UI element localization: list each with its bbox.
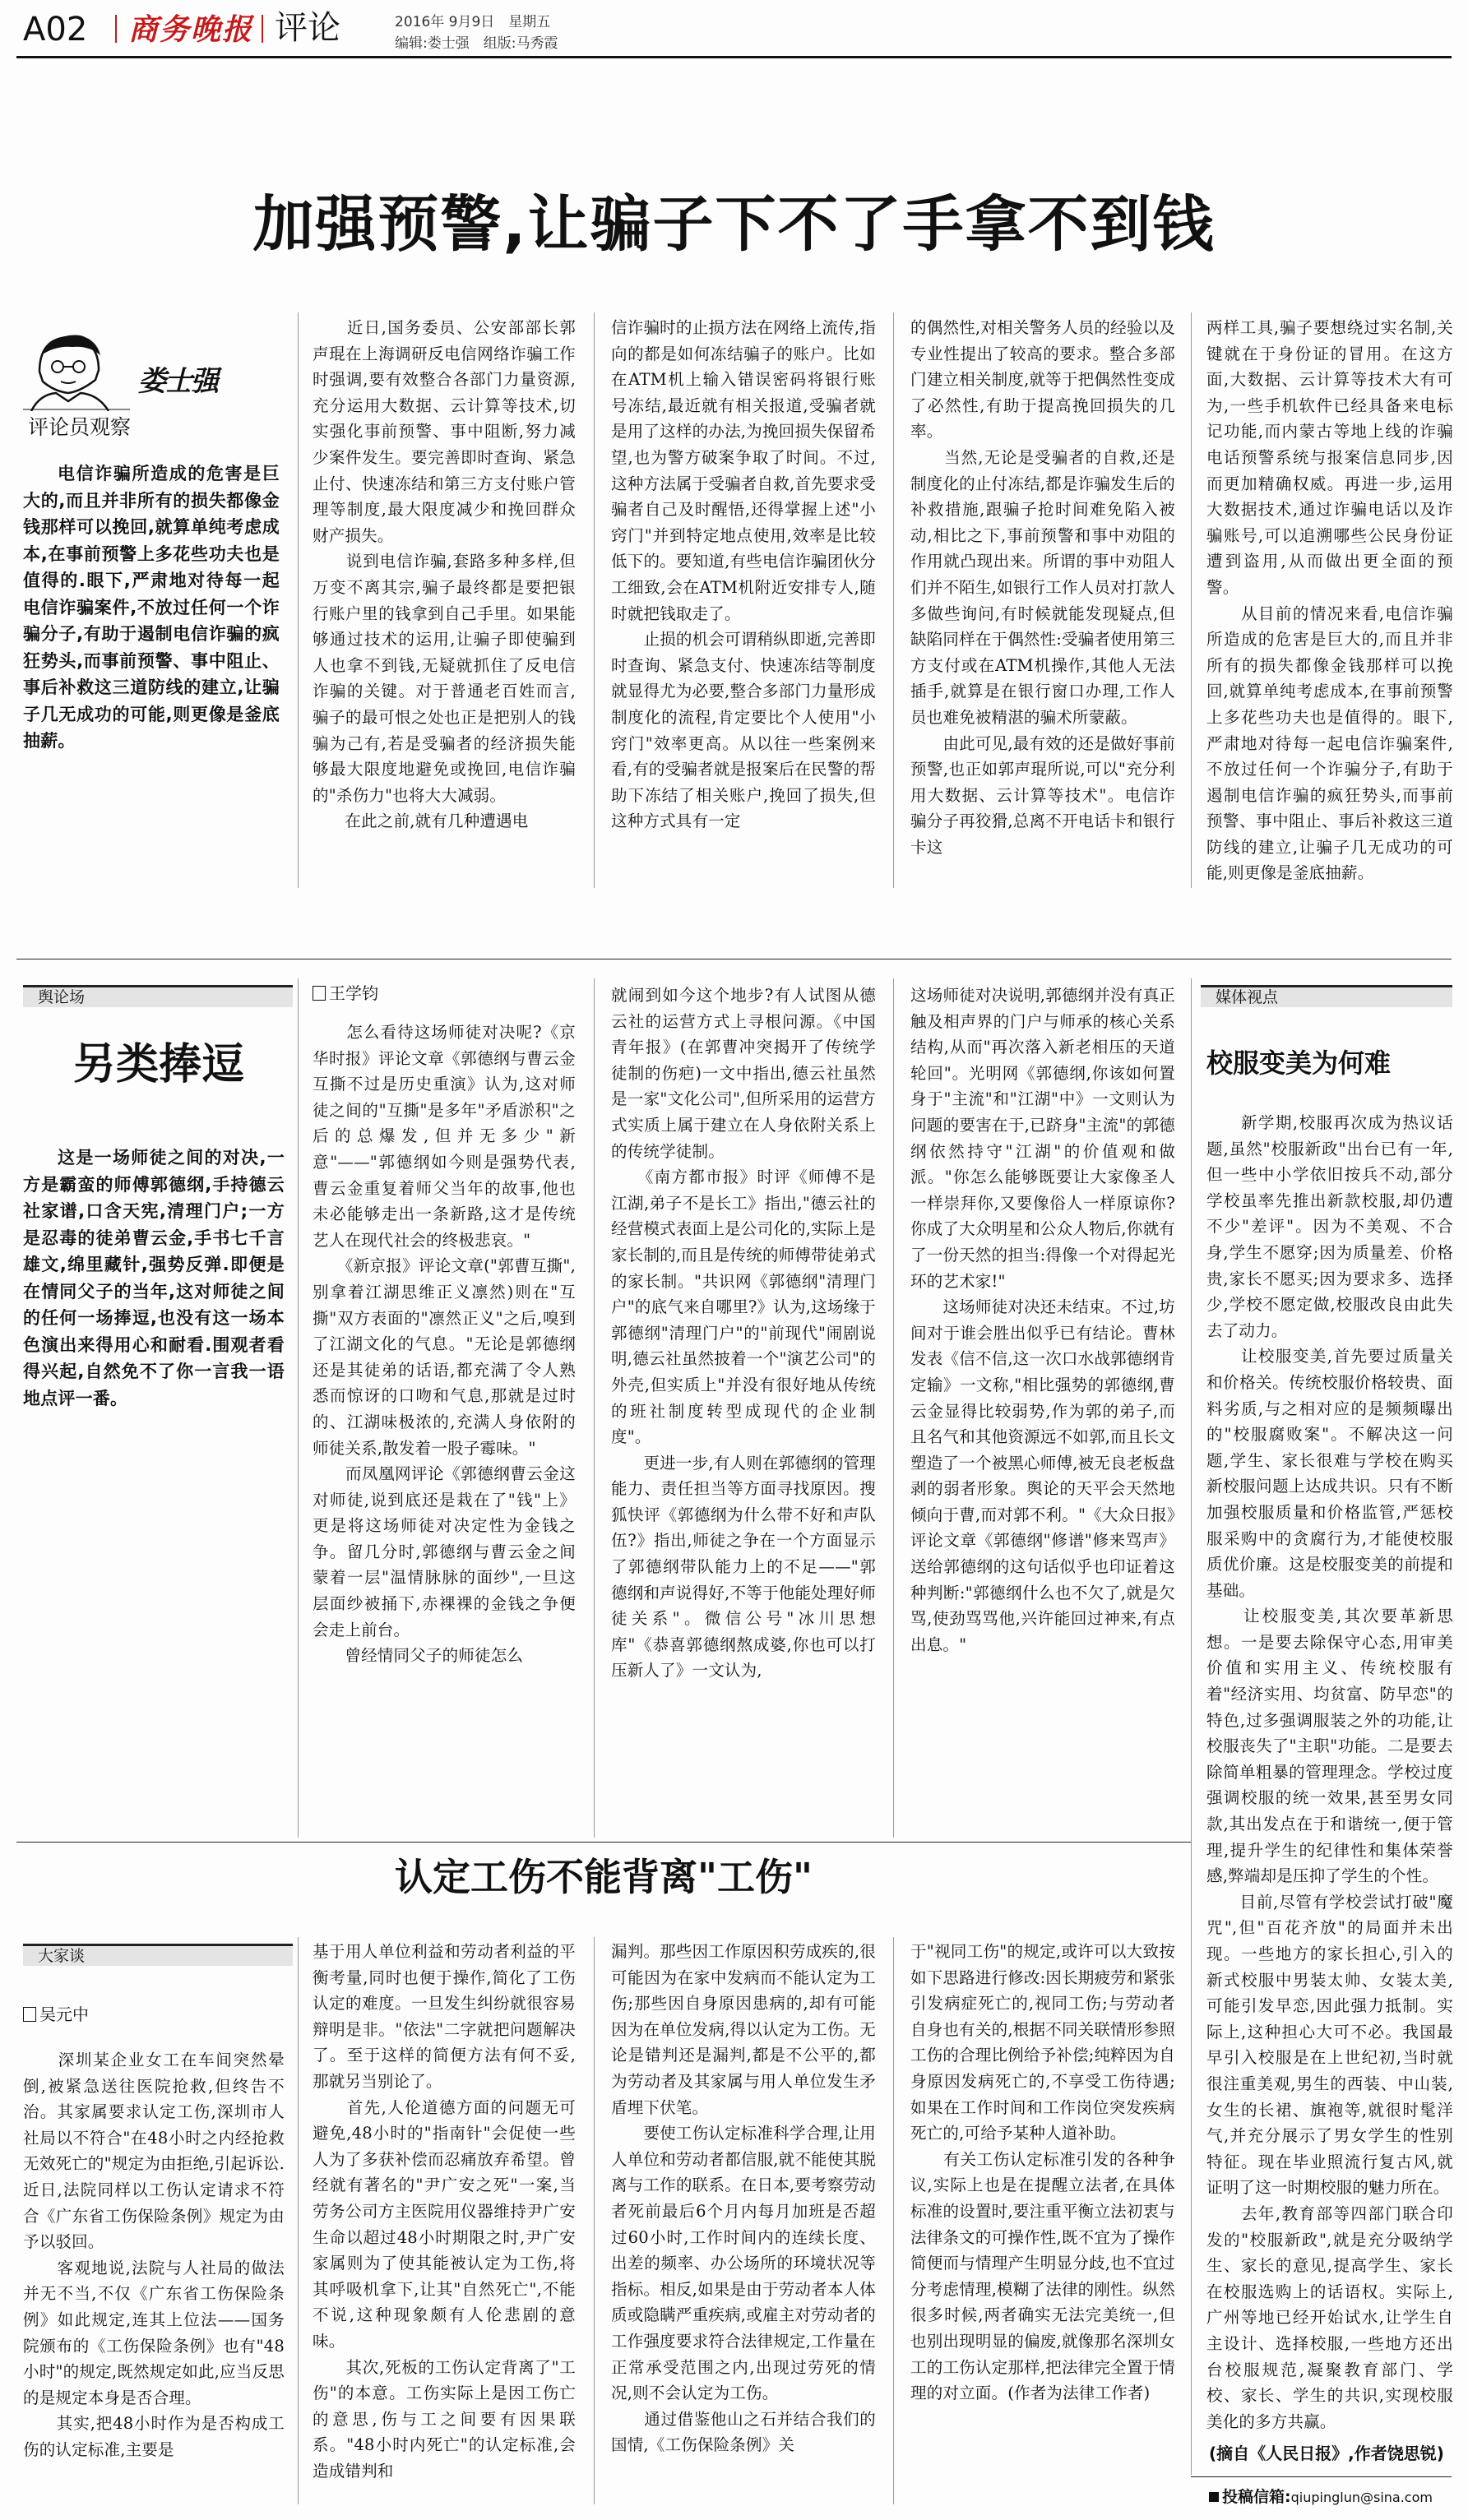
injury-tag: 大家谈 [23,1944,293,1966]
lead-column-2: 信诈骗时的止损方法在网络上流传,指向的都是如何冻结骗子的账户。比如在ATM机上输入错误密码将银行账号冻结,最近就有相关报道,受骗者就是用了这样的办法,为挽回损失保留希望,也为警方破案争取了时间。不过,这种方法属于受骗者自救,首先要求受骗者自己及时醒悟,还得掌握上述"小窍门"并到特定地点使用,效率是比较低下的。要知道,有些电信诈骗团伙分工细致,会在ATM机附近安排专人,随时就把钱取走了。 止损的机会可谓稍纵即逝,完善即时查询、紧急支付、快速冻结等制度就显得尤为必要,整合多部门力量形成制度化的流程,肯定要比个人使用"小窍门"效率更高。从以往一些案例来看,有的受骗者就是报案后在民警的帮助下冻结了相关账户,挽回了损失,但这种方式具有一定 [611,318,876,831]
column-divider [298,978,299,1838]
byline-marker [313,986,326,1001]
masthead-divider [115,15,117,43]
injury-author: 吴元中 [39,2004,89,2024]
column-divider [893,312,894,888]
forum-author: 王学钧 [329,983,378,1003]
masthead-rule [16,56,1452,58]
column-divider [594,1937,595,2504]
uniform-body: 新学期,校服再次成为热议话题,虽然"校服新政"出台已有一年,但一些中小学依旧按兵不动,部分学校虽率先推出新款校服,却仍遭不少"差评"。因为不美观、不合身,学生不愿穿;因为质量差、价格贵,家长不愿买;因为要求多、选择少,学校不愿定做,校服改良由此失去了动力。 让校服变美,首先要过质量关和价格关。传统校服价格较贵、面料劣质,与之相对应的是频频曝出的"校服腐败案"。不解决这一问题,学生、家长很难与学校在购买新校服问题上达成共识。只有不断加强校服质量和价格监管,严惩校服采购中的贪腐行为,才能使校服质优价廉。这是校服变美的前提和基础。 让校服变美,其次要革新思想。一是要去除保守心态,用审美价值和实用主义、传统校服有着"经济实用、均贫富、防早恋"的特色,过多强调服装之外的功能,让校服丧失了"主职"功能。二是要去除简单粗暴的管理理念。学校过度强调校服的统一效果,甚至男女同款,其出发点在于和谐统一,便于管理,提升学生的纪律性和集体荣誉感,弊端却是压抑了学生的个性。 目前,尽管有学校尝试打破"魔咒",但"百花齐放"的局面并未出现。一些地方的家长担心,引入的新式校服中男装太帅、女装太美,可能引发早恋,因此强力抵制。实际上,这种担心大可不必。我国最早引入校服是在上世纪初,当时就很注重美观,男生的西装、中山装,女生的长裙、旗袍等,就很时髦洋气,并充分展示了男女学生的性别特征。现在毕业照流行复古风,就证明了这一时期校服的魅力所在。 去年,教育部等四部门联合印发的"校服新政",就是充分吸纳学生、家长的意见,提高学生、家长在校服选购上的话语权。实际上,广州等地已经开始试水,让学生自主设计、选择校服,一些地方还出台校服规范,凝聚教育部门、学校、家长、学生的共识,实现校服美化的多方共赢。 [1206,1113,1453,2431]
columnist-portrait [23,322,130,411]
uniform-headline: 校服变美为何难 [1206,1047,1392,1079]
column-label: 评论员观察 [28,415,132,439]
footer-rule [1191,2476,1452,2477]
column-divider [893,1937,894,2504]
injury-column-4: 于"视同工伤"的规定,或许可以大致按如下思路进行修改:因长期疲劳和紧张引发病症死亡的,视同工伤;与劳动者自身也有关的,根据不同关联情形参照工伤的合理比例给予补偿;纯粹因为自身原因发病死亡的,不享受工伤待遇;如果在工作时间和工作岗位突发疾病死亡的,可给予某种人道补助。 有关工伤认定标准引发的各种争议,实际上也是在提醒立法者,在具体标准的设置时,要注重平衡立法初衷与法律条文的可操作性,既不宜为了操作简便而与情理产生明显分歧,也不宜过分考虑情理,模糊了法律的刚性。纵然很多时候,两者确实无法完美统一,但也别出现明显的偏废,就像那名深圳女工的工伤认定那样,把法律完全置于情理的对立面。(作者为法律工作者) [910,1942,1175,2403]
submission-mailbox [1209,2485,1433,2507]
forum-column-2: 就闹到如今这个地步?有人试图从德云社的运营方式上寻根问源。《中国青年报》(在郭曹冲突揭开了传统学徒制的伤疤)一文中指出,德云社虽然是一家"文化公司",但所采用的运营方式实质上属于建立在人身依附关系上的传统学徒制。 《南方都市报》时评《师傅不是江湖,弟子不是长工》指出,"德云社的经营模式表面上是公司化的,实际上是家长制的,而且是传统的师傅带徒弟式的家长制。"共识网《郭德纲"清理门户"的底气来自哪里?》认为,这场缘于郭德纲"清理门户"的"前现代"闹剧说明,德云社虽然披着一个"演艺公司"的外壳,但实质上"并没有很好地从传统的班社制度转型成现代的企业制度"。 更进一步,有人则在郭德纲的管理能力、责任担当等方面寻找原因。搜狐快评《郭德纲为什么带不好和声队伍?》指出,师徒之争在一个方面显示了郭德纲带队能力上的不足——"郭德纲和声说得好,不等于他能处理好师徒关系"。微信公号"冰川思想库"《恭喜郭德纲熬成婆,你也可以打压新人了》一文认为, [611,986,876,1681]
issue-date: 2016年 9月9日 星期五 [395,14,551,30]
lead-summary: 电信诈骗所造成的危害是巨大的,而且并非所有的损失都像金钱那样可以挽回,就算单纯考虑成本,在事前预警上多花些功夫也是值得的.眼下,严肃地对待每一起电信诈骗案件,不放过任何一个诈骗分子,有助于遏制电信诈骗的疯狂势头,而事前预警、事中阻止、事后补救这三道防线的建立,让骗子几无成功的可能,则更像是釜底抽薪。 [23,464,280,751]
masthead-divider [262,15,263,43]
paper-name-logo: 商务晚报 [128,12,254,47]
injury-column-2: 基于用人单位利益和劳动者利益的平衡考量,同时也便于操作,简化了工伤认定的难度。一旦发生纠纷就很容易辩明是非。"依法"二字就把问题解决了。至于这样的简便方法有何不妥,那就另当别论了。 首先,人伦道德方面的问题无可避免,48小时的"指南针"会促使一些人为了多获补偿而忍痛放弃希望。曾经就有著名的"尹广安之死"一案,当劳务公司方主医院用仪器维持尹广安生命以超过48小时期限之时,尹广安家属则为了使其能被认定为工伤,将其呼吸机拿下,让其"自然死亡",不能不说,这种现象颇有人伦悲剧的意味。 其次,死板的工伤认定背离了"工伤"的本意。工伤实际上是因工伤亡的意思,伤与工之间要有因果联系。"48小时内死亡"的认定标准,会造成错判和 [313,1942,576,2481]
section-title: 评论 [275,9,340,47]
mailbox-icon [1209,2492,1219,2502]
columnist-signature: 娄士强 [138,365,217,398]
injury-column-3: 漏判。那些因工作原因积劳成疾的,很可能因为在家中发病而不能认定为工伤;那些因自身原因患病的,却有可能因为在单位发病,得以认定为工伤。无论是错判还是漏判,都是不公平的,都为劳动者及其家属与用人单位发生矛盾埋下伏笔。 要使工伤认定标准科学合理,让用人单位和劳动者都信服,就不能使其脱离与工作的联系。在日本,要考察劳动者死前最后6个月内每月加班是否超过60小时,工作时间内的连续长度、出差的频率、办公场所的环境状况等指标。相反,如果是由于劳动者本人体质或隐瞒严重疾病,或雇主对劳动者的工作强度要求符合法律规定,工作量在正常承受范围之内,出现过劳死的情况,则不会认定为工伤。 通过借鉴他山之石并结合我们的国情,《工伤保险条例》关 [611,1942,876,2455]
forum-summary: 这是一场师徒之间的对决,一方是霸蛮的师傅郭德纲,手持德云社家谱,口含天宪,清理门户;一方是忍毒的徒弟曹云金,手书七千言雄文,绵里藏针,强势反弹.即便是在情同父子的当年,这对师徒之间的任何一场捧逗,也没有这一场本色演出来得用心和耐看.围观者看得兴起,自然免不了你一言我一语地点评一番。 [23,1148,285,1408]
injury-byline [23,2001,89,2025]
page-number: A02 [23,11,88,49]
column-divider [594,312,595,888]
lead-headline: 加强预警,让骗子下不了手拿不到钱 [252,189,1216,260]
editor-credit: 编辑:娄士强 组版:马秀霞 [395,35,558,52]
byline-marker [23,2007,36,2022]
uniform-source: (摘自《人民日报》,作者饶思锐) [1209,2444,1444,2463]
forum-headline: 另类捧逗 [72,1040,244,1089]
column-divider [893,978,894,1838]
lead-column-3: 的偶然性,对相关警务人员的经验以及专业性提出了较高的要求。整合多部门建立相关制度,就等于把偶然性变成了必然性,有助于提高挽回损失的几率。 当然,无论是受骗者的自救,还是制度化的止付冻结,都是诈骗发生后的补救措施,跟骗子抢时间难免陷入被动,相比之下,事前预警和事中劝阻的作用就凸现出来。所谓的事中劝阻人们并不陌生,如银行工作人员对打款人多做些询问,有时候就能发现疑点,但缺陷同样在于偶然性:受骗者使用第三方支付或在ATM机操作,其他人无法插手,就算是在银行窗口办理,工作人员也难免被精湛的骗术所蒙蔽。 由此可见,最有效的还是做好事前预警,也正如郭声琨所说,可以"充分利用大数据、云计算等技术"。电信诈骗分子再狡猾,总离不开电话卡和银行卡这 [910,318,1175,857]
lead-column-1: 近日,国务委员、公安部部长郭声琨在上海调研反电信网络诈骗工作时强调,要有效整合各部门力量资源,充分运用大数据、云计算等技术,切实强化事前预警、事中阻断,努力减少案件发生。要完善即时查询、紧急止付、快速冻结和第三方支付账户管理等制度,最大限度减少和挽回群众财产损失。 说到电信诈骗,套路多种多样,但万变不离其宗,骗子最终都是要把银行账户里的钱拿到自己手里。如果能够通过技术的运用,让骗子即使骗到人也拿不到钱,无疑就抓住了反电信诈骗的关键。对于普通老百姓而言,骗子的最可恨之处也正是把别人的钱骗为己有,若是受骗者的经济损失能够最大限度地避免或挽回,电信诈骗的"杀伤力"也将大大减弱。 在此之前,就有几种遭遇电 [313,318,576,831]
mailbox-label: 投稿信箱: [1222,2488,1291,2506]
column-divider [1191,312,1192,888]
column-divider [298,312,299,888]
forum-column-3: 这场师徒对决说明,郭德纲并没有真正触及相声界的门户与师承的核心关系结构,从而"再次落入新老相压的天道轮回"。光明网《郭德纲,你该如何置身于"主流"和"江湖"中》一文则认为问题的要害在于,已跻身"主流"的郭德纲依然持守"江湖"的价值观和做派。"你怎么能够既要让大家像圣人一样崇拜你,又要像俗人一样原谅你?你成了大众明星和公众人物后,你就有了一份天然的担当:得像一个对得起光环的艺术家!" 这场师徒对决还未结束。不过,坊间对于谁会胜出似乎已有结论。曹林发表《信不信,这一次口水战郭德纲肯定输》一文称,"相比强势的郭德纲,曹云金显得比较弱势,作为郭的弟子,而且名气和其他资源远不如郭,而且长文塑造了一个被黑心师傅,被无良老板盘剥的弱者形象。舆论的天平会天然地倾向于曹,而对郭不利。"《大众日报》评论文章《郭德纲"修谱"修来骂声》送给郭德纲的这句话似乎也印证着这种判断:"郭德纲什么也不欠了,就是欠骂,使劲骂骂他,兴许能回过神来,有点出息。" [910,986,1175,1654]
lead-column-4: 两样工具,骗子要想绕过实名制,关键就在于身份证的冒用。在这方面,大数据、云计算等技术大有可为,一些手机软件已经具备来电标记功能,而内蒙古等地上线的诈骗电话预警系统与报案信息同步,因而更加精确权威。再进一步,运用大数据技术,通过诈骗电话以及诈骗账号,可以追溯哪些公民身份证遭到盗用,从而做出更全面的预警。 从目前的情况来看,电信诈骗所造成的危害是巨大的,而且并非所有的损失都像金钱那样可以挽回,就算单纯考虑成本,在事前预警上多花些功夫也是值得的。眼下,严肃地对待每一起电信诈骗案件,不放过任何一个诈骗分子,有助于遏制电信诈骗的疯狂势头,而事前预警、事中阻止、事后补救这三道防线的建立,让骗子几无成功的可能,则更像是釜底抽薪。 [1206,318,1453,883]
mailbox-email[interactable]: qiupinglun@sina.com [1290,2490,1433,2505]
column-divider [1191,978,1192,2475]
forum-tag: 舆论场 [23,985,293,1007]
uniform-tag: 媒体视点 [1201,985,1452,1007]
injury-headline: 认定工伤不能背离"工伤" [395,1855,813,1899]
forum-column-1: 怎么看待这场师徒对决呢?《京华时报》评论文章《郭德纲与曹云金互撕不过是历史重演》认为,这对师徒之间的"互撕"是多年"矛盾淤积"之后的总爆发,但并无多少"新意"——"郭德纲如今则是强势代表,曹云金重复着师父当年的故事,他也未必能够走出一条新路,这才是传统艺人在现代社会的终极悲哀。" 《新京报》评论文章("郭曹互撕",别拿着江湖思维正义凛然)则在"互撕"双方表面的"凛然正义"之后,嗅到了江湖文化的气息。"无论是郭德纲还是其徒弟的话语,都充满了令人熟悉而惊讶的口吻和气息,那就是过时的、江湖味极浓的,充满人身依附的师徒关系,散发着一股子霉味。" 而凤凰网评论《郭德纲曹云金这对师徒,说到底还是栽在了"钱"上》更是将这场师徒对决定性为金钱之争。留几分时,郭德纲与曹云金之间蒙着一层"温情脉脉的面纱",一旦这层面纱被捅下,赤裸裸的金钱之争便会走上前台。 曾经情同父子的师徒怎么 [313,1023,576,1666]
section-rule [16,1842,1191,1843]
injury-column-1: 深圳某企业女工在车间突然晕倒,被紧急送往医院抢救,但终告不治。其家属要求认定工伤,深圳市人社局以不符合"在48小时之内经抢救无效死亡的"规定为由拒绝,引起诉讼.近日,法院同样以工伤认定请求不符合《广东省工伤保险条例》规定为由予以驳回。 客观地说,法院与人社局的做法并无不当,不仅《广东省工伤保险条例》如此规定,连其上位法——国务院颁布的《工伤保险条例》也有"48小时"的规定,既然规定如此,应当反思的是规定本身是否合理。 其实,把48小时作为是否构成工伤的认定标准,主要是 [23,2051,285,2459]
forum-byline [313,980,378,1004]
column-divider [298,1937,299,2504]
column-divider [594,978,595,1838]
